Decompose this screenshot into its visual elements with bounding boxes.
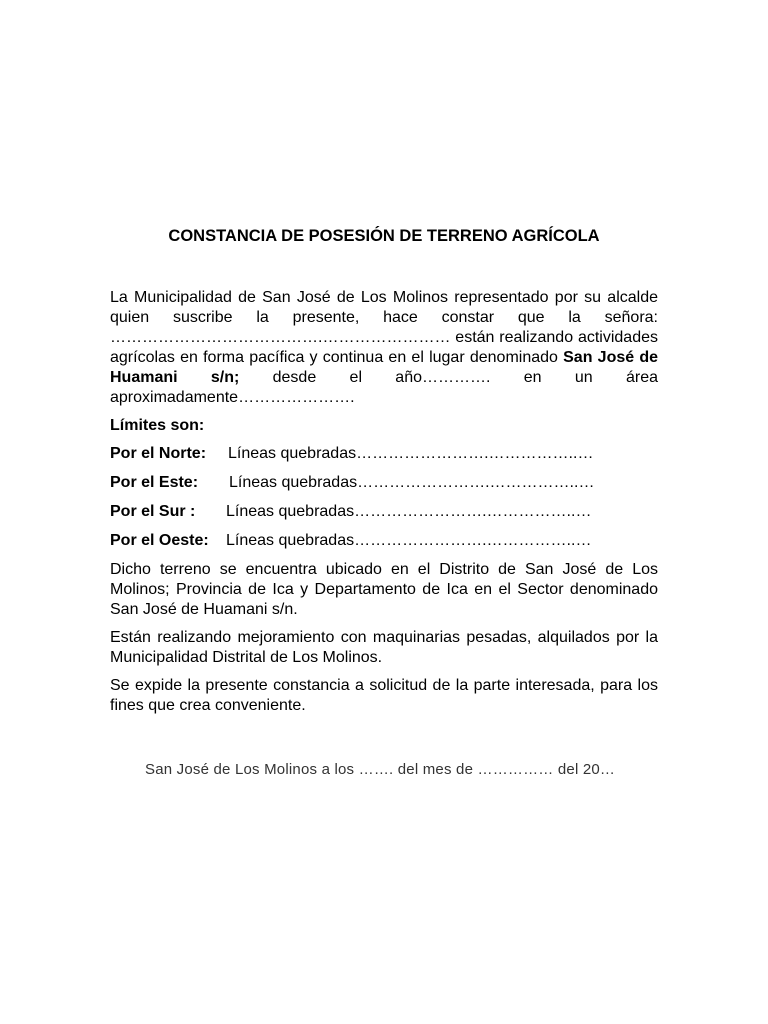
limit-label-oeste: Por el Oeste:: [110, 532, 209, 549]
limit-value-este: Líneas quebradas…………………….……………..…: [229, 474, 595, 491]
limits-heading: Límites son:: [110, 417, 205, 434]
location-paragraph: Dicho terreno se encuentra ubicado en el Distrito de San José de Los Molinos; Provincia de Ica y Departamento de Ica en el Sector denominado San José de Huamani s/n.: [110, 561, 658, 618]
limit-label-este: Por el Este:: [110, 474, 199, 491]
document-page: [110, 0, 658, 1024]
issuance-paragraph: Se expide la presente constancia a solicitud de la parte interesada, para los fines que crea conveniente.: [110, 677, 658, 714]
limit-row-norte: [110, 444, 658, 464]
intro-paragraph: [110, 288, 658, 408]
limit-value-norte: Líneas quebradas…………………….……………..…: [228, 445, 594, 462]
document-title: CONSTANCIA DE POSESIÓN DE TERRENO AGRÍCOLA: [168, 227, 600, 245]
limit-row-este: [110, 473, 658, 493]
improvement-paragraph: Están realizando mejoramiento con maquinarias pesadas, alquilados por la Municipalidad Distrital de Los Molinos.: [110, 629, 658, 666]
document-body: [110, 288, 658, 724]
limit-value-sur: Líneas quebradas…………………….……………..…: [226, 503, 592, 520]
intro-place-name: San José de Huamani s/n;: [110, 349, 659, 386]
intro-text-part2: desde el año…………. en un área aproximadamente………………….: [110, 369, 658, 406]
limit-row-sur: [110, 502, 658, 522]
limit-value-oeste: Líneas quebradas…………………….……………..…: [226, 532, 592, 549]
footer-date-line: San José de Los Molinos a los ……. del mes de …………… del 20…: [145, 761, 616, 778]
limit-label-norte: Por el Norte:: [110, 445, 207, 462]
intro-text-part1: La Municipalidad de San José de Los Molinos representado por su alcalde quien suscribe la presente, hace constar que la señora: ………………………………….…………………… están realizando actividades agrícolas en forma pacífica y continua en el lugar denominado: [110, 289, 658, 366]
limit-row-oeste: [110, 531, 658, 551]
limit-label-sur: Por el Sur :: [110, 503, 196, 520]
